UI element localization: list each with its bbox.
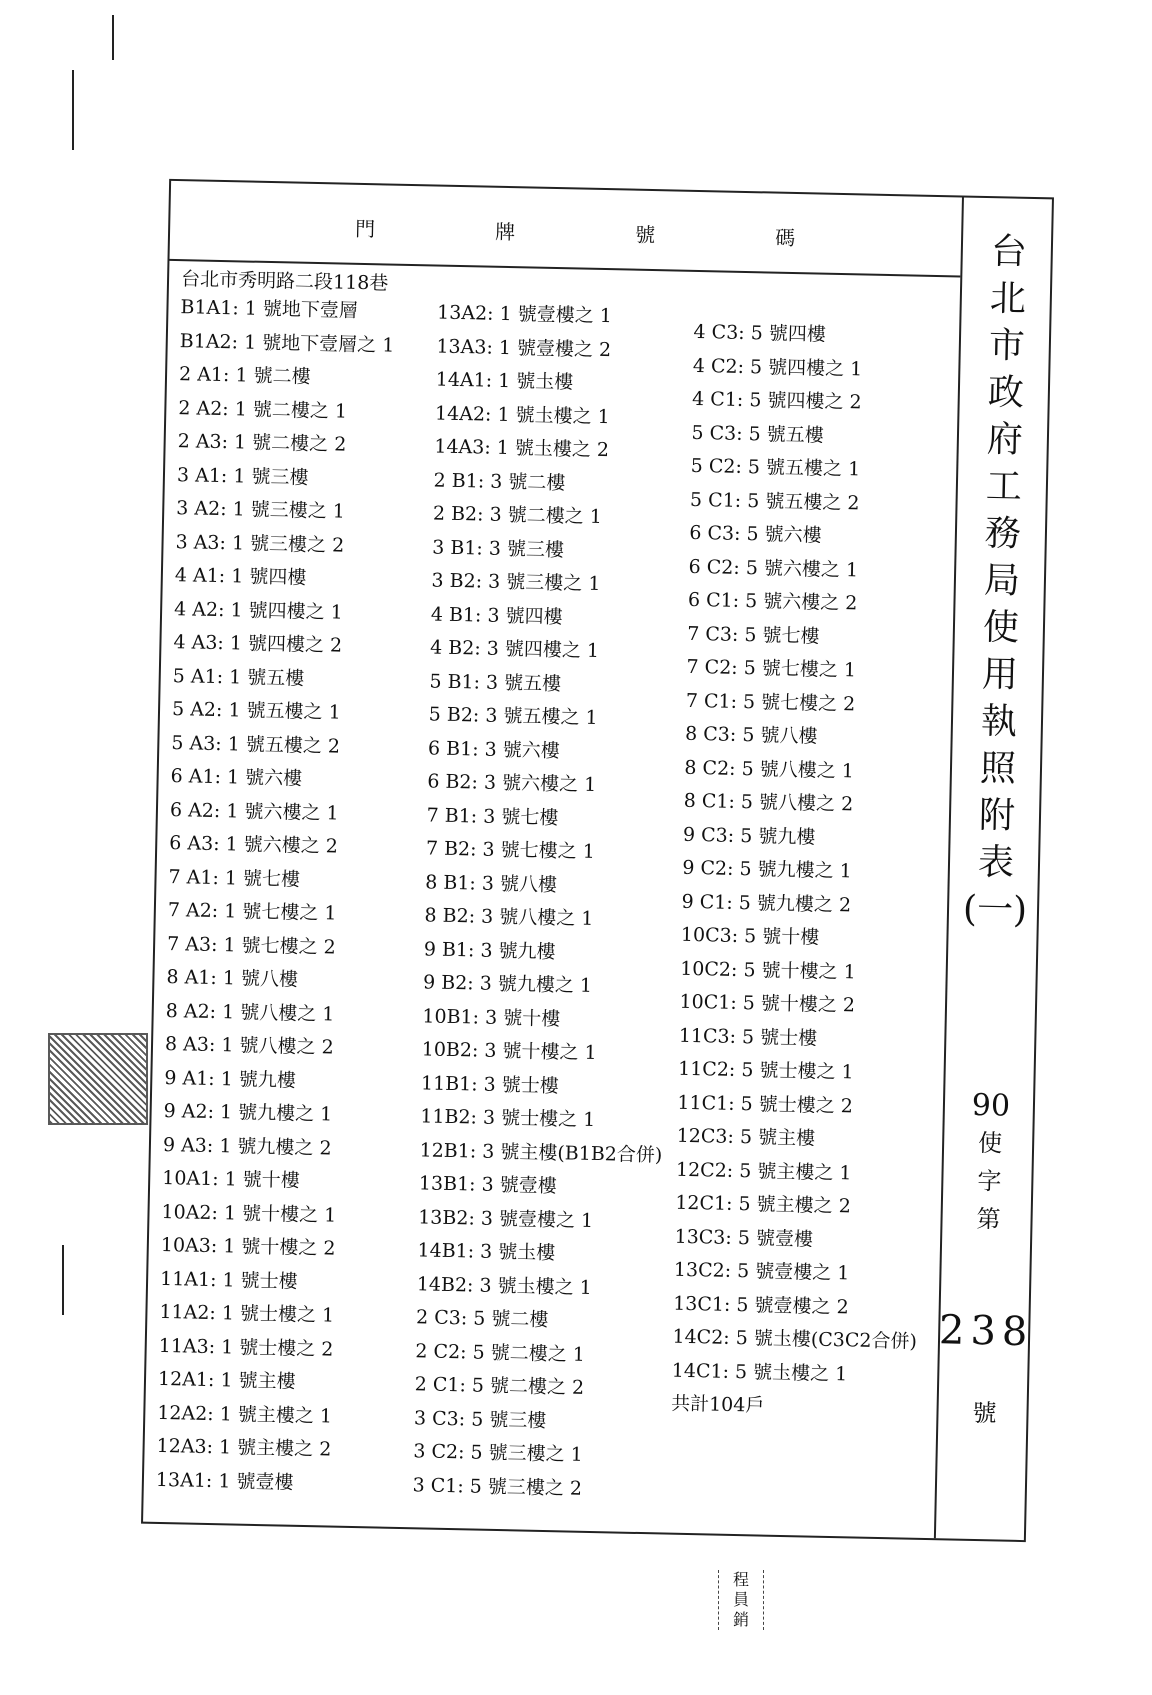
address-entry: 13C3: 5 號壹樓 bbox=[674, 1225, 814, 1251]
address-entry: 6 A2: 1 號六樓之 1 bbox=[169, 798, 339, 825]
seal-char: 銷 bbox=[732, 1610, 749, 1629]
title-char: 局 bbox=[983, 560, 1021, 602]
seal-char: 員 bbox=[732, 1590, 749, 1609]
address-entry: 8 C3: 5 號八樓 bbox=[684, 722, 818, 748]
address-entry: 12C2: 5 號主樓之 1 bbox=[675, 1158, 852, 1184]
address-entry: 6 B2: 3 號六樓之 1 bbox=[427, 770, 597, 796]
address-entry: 9 A2: 1 號九樓之 1 bbox=[163, 1099, 333, 1126]
address-entry: 6 C3: 5 號六樓 bbox=[689, 521, 822, 547]
permit-year: 90 bbox=[971, 1087, 1011, 1124]
address-entry: 2 A2: 1 號二樓之 1 bbox=[178, 396, 348, 423]
address-entry: 4 A2: 1 號四樓之 1 bbox=[173, 597, 344, 624]
address-entry: 9 B1: 3 號九樓 bbox=[423, 937, 556, 963]
address-entry: 3 B2: 3 號三樓之 1 bbox=[431, 569, 601, 595]
address-entry: 4 C2: 5 號四樓之 1 bbox=[692, 354, 863, 380]
address-entry: 7 A1: 1 號七樓 bbox=[168, 865, 301, 891]
title-char: 附 bbox=[978, 794, 1016, 837]
address-entry: 5 A1: 1 號五樓 bbox=[172, 664, 305, 690]
permit-suffix: 號 bbox=[972, 1398, 997, 1428]
address-entry: 2 C3: 5 號二樓 bbox=[415, 1306, 549, 1332]
header-label: 號 bbox=[634, 222, 658, 248]
address-entry: 13A1: 1 號壹樓 bbox=[155, 1468, 294, 1494]
address-entry: 7 B2: 3 號七樓之 1 bbox=[425, 837, 596, 863]
address-column-2 bbox=[412, 273, 695, 1525]
address-entry: 2 A3: 1 號二樓之 2 bbox=[177, 430, 347, 456]
address-entry: 10B1: 3 號十樓 bbox=[422, 1004, 561, 1030]
address-columns bbox=[155, 267, 952, 1530]
permit-char: 第 bbox=[976, 1205, 1001, 1234]
address-entry: 4 C1: 5 號四樓之 2 bbox=[691, 387, 862, 414]
address-entry: 3 C2: 5 號三樓之 1 bbox=[413, 1440, 583, 1466]
address-entry: 9 C3: 5 號九樓 bbox=[682, 823, 816, 849]
address-column-1 bbox=[155, 267, 438, 1519]
address-entry: 13B2: 3 號壹樓之 1 bbox=[418, 1205, 594, 1232]
address-entry: 7 B1: 3 號七樓 bbox=[426, 803, 559, 829]
address-list-3 bbox=[671, 316, 950, 1393]
address-entry: 6 C1: 5 號六樓之 2 bbox=[687, 588, 858, 615]
address-entry: 6 A3: 1 號六樓之 2 bbox=[169, 832, 339, 858]
margin-tick bbox=[62, 1245, 64, 1315]
address-entry: 14B1: 3 號圡樓 bbox=[417, 1239, 556, 1265]
address-entry: 4 A3: 1 號四樓之 2 bbox=[173, 631, 343, 657]
header-label: 碼 bbox=[774, 225, 798, 251]
official-seal bbox=[718, 1570, 764, 1630]
address-list-2 bbox=[412, 297, 694, 1508]
table-header bbox=[169, 181, 962, 278]
address-entry: 11C1: 5 號士樓之 2 bbox=[677, 1091, 854, 1117]
header-label: 門 bbox=[354, 216, 378, 242]
header-label: 牌 bbox=[494, 219, 518, 245]
address-entry: 10A3: 1 號十樓之 2 bbox=[160, 1233, 336, 1260]
address-entry: 13A2: 1 號壹樓之 1 bbox=[436, 301, 613, 328]
title-char: 照 bbox=[979, 747, 1017, 790]
address-entry: 5 A2: 1 號五樓之 1 bbox=[171, 698, 341, 724]
permit-number bbox=[938, 1087, 1037, 1433]
address-entry: 8 C1: 5 號八樓之 2 bbox=[683, 789, 854, 816]
address-entry: 11B1: 3 號士樓 bbox=[420, 1071, 560, 1097]
address-entry: 12A3: 1 號主樓之 2 bbox=[156, 1434, 332, 1461]
address-entry: 12A2: 1 號主樓之 1 bbox=[157, 1401, 333, 1428]
address-entry: 8 A2: 1 號八樓之 1 bbox=[165, 999, 335, 1026]
address-entry: 4 B2: 3 號四樓之 1 bbox=[429, 636, 600, 662]
total-count: 共計104戶 bbox=[670, 1392, 765, 1417]
address-entry: 13A3: 1 號壹樓之 2 bbox=[436, 335, 612, 361]
address-entry: 3 C1: 5 號三樓之 2 bbox=[412, 1473, 583, 1500]
address-entry: 10A1: 1 號十樓 bbox=[162, 1166, 301, 1192]
vertical-title bbox=[945, 228, 1055, 1110]
address-entry: 4 B1: 3 號四樓 bbox=[430, 602, 563, 628]
address-entry: 8 A3: 1 號八樓之 2 bbox=[164, 1032, 334, 1059]
address-entry: 3 A3: 1 號三樓之 2 bbox=[175, 530, 345, 557]
address-entry: 11C2: 5 號士樓之 1 bbox=[677, 1057, 854, 1084]
address-entry: 12C3: 5 號主樓 bbox=[676, 1124, 816, 1150]
title-char: 表 bbox=[977, 841, 1015, 884]
address-column-3 bbox=[669, 278, 952, 1530]
address-entry: 7 A3: 1 號七樓之 2 bbox=[166, 932, 337, 959]
address-entry: 7 C1: 5 號七樓之 2 bbox=[685, 689, 856, 715]
address-entry: 5 B1: 3 號五樓 bbox=[429, 669, 562, 695]
address-entry: 14C1: 5 號圡樓之 1 bbox=[671, 1359, 848, 1385]
address-entry: 5 C1: 5 號五樓之 2 bbox=[689, 488, 860, 514]
address-entry: 13C1: 5 號壹樓之 2 bbox=[672, 1292, 849, 1318]
address-entry: 11A1: 1 號士樓 bbox=[159, 1267, 298, 1293]
address-entry: B1A2: 1 號地下壹層之 1 bbox=[179, 329, 395, 357]
address-entry: 11C3: 5 號士樓 bbox=[678, 1024, 818, 1050]
address-entry: 9 C1: 5 號九樓之 2 bbox=[681, 890, 852, 916]
address-entry: 8 B2: 3 號八樓之 1 bbox=[424, 904, 594, 930]
address-entry: 4 A1: 1 號四樓 bbox=[174, 564, 307, 589]
title-char: 工 bbox=[985, 466, 1023, 508]
address-table bbox=[143, 181, 964, 1538]
address-entry: 14A1: 1 號圡樓 bbox=[435, 368, 574, 394]
address-entry: 2 A1: 1 號二樓 bbox=[178, 363, 311, 388]
address-entry: 10C2: 5 號十樓之 1 bbox=[679, 957, 856, 983]
address-entry: 11B2: 3 號士樓之 1 bbox=[420, 1105, 596, 1132]
address-entry: 12B1: 3 號主樓(B1B2合併) bbox=[419, 1138, 663, 1166]
permit-sheet bbox=[141, 179, 1054, 1542]
title-char: 執 bbox=[980, 701, 1018, 743]
address-entry: 6 A1: 1 號六樓 bbox=[170, 765, 303, 790]
address-entry: 9 C2: 5 號九樓之 1 bbox=[682, 856, 852, 883]
title-char: 使 bbox=[982, 607, 1020, 649]
address-entry: 5 C2: 5 號五樓之 1 bbox=[690, 454, 861, 481]
address-entry: 13C2: 5 號壹樓之 1 bbox=[673, 1258, 850, 1285]
address-entry: 4 C3: 5 號四樓 bbox=[693, 320, 827, 346]
address-entry: 9 A3: 1 號九樓之 2 bbox=[162, 1133, 332, 1159]
street-address: 台北市秀明路二段118巷 bbox=[180, 268, 389, 295]
address-entry: 2 B1: 3 號二樓 bbox=[433, 468, 566, 494]
address-entry: 3 B1: 3 號三樓 bbox=[432, 535, 565, 561]
address-entry: 10B2: 3 號十樓之 1 bbox=[421, 1038, 597, 1065]
address-entry: 2 B2: 3 號二樓之 1 bbox=[432, 502, 603, 529]
address-entry: 10C1: 5 號十樓之 2 bbox=[679, 990, 856, 1017]
address-entry: 14A3: 1 號圡樓之 2 bbox=[434, 435, 610, 462]
address-entry: 2 C1: 5 號二樓之 2 bbox=[414, 1373, 585, 1399]
address-list-1 bbox=[156, 291, 438, 1502]
title-char: 台 bbox=[990, 231, 1028, 273]
title-char: 政 bbox=[987, 372, 1025, 414]
address-entry: 9 A1: 1 號九樓 bbox=[164, 1066, 297, 1092]
address-entry: 3 A1: 1 號三樓 bbox=[176, 463, 309, 489]
address-entry: 6 B1: 3 號六樓 bbox=[427, 736, 561, 762]
address-entry: 6 C2: 5 號六樓之 1 bbox=[688, 555, 859, 581]
address-entry: 5 B2: 3 號五樓之 1 bbox=[428, 703, 598, 729]
address-entry: B1A1: 1 號地下壹層 bbox=[180, 296, 359, 322]
permit-serial: 238 bbox=[938, 1307, 1034, 1356]
title-char: 用 bbox=[981, 654, 1019, 696]
address-entry: 11A3: 1 號士樓之 2 bbox=[158, 1334, 334, 1361]
title-char: 務 bbox=[984, 513, 1022, 555]
address-entry: 8 B1: 3 號八樓 bbox=[425, 870, 558, 896]
address-entry: 5 A3: 1 號五樓之 2 bbox=[171, 731, 341, 758]
title-char: 北 bbox=[989, 278, 1027, 320]
address-entry: 10A2: 1 號十樓之 1 bbox=[161, 1200, 337, 1227]
address-entry: 8 C2: 5 號八樓之 1 bbox=[684, 756, 855, 782]
title-char: 市 bbox=[988, 325, 1026, 367]
address-entry: 13B1: 3 號壹樓 bbox=[418, 1172, 557, 1198]
address-entry: 10C3: 5 號十樓 bbox=[680, 923, 820, 949]
address-entry: 14C2: 5 號圡樓(C3C2合併) bbox=[672, 1325, 918, 1353]
address-entry: 7 C2: 5 號七樓之 1 bbox=[686, 655, 857, 682]
address-entry: 7 A2: 1 號七樓之 1 bbox=[167, 899, 337, 925]
address-entry: 8 A1: 1 號八樓 bbox=[166, 966, 299, 991]
title-char: (一) bbox=[962, 888, 1028, 932]
address-entry: 3 A2: 1 號三樓之 1 bbox=[176, 497, 346, 523]
margin-tick bbox=[72, 70, 74, 150]
address-entry: 12C1: 5 號主樓之 2 bbox=[675, 1191, 852, 1218]
address-entry: 9 B2: 3 號九樓之 1 bbox=[422, 971, 593, 997]
address-entry: 2 C2: 5 號二樓之 1 bbox=[415, 1339, 586, 1366]
address-entry: 12A1: 1 號主樓 bbox=[157, 1367, 296, 1393]
address-entry: 7 C3: 5 號七樓 bbox=[687, 622, 820, 648]
address-entry: 3 C3: 5 號三樓 bbox=[413, 1406, 547, 1432]
title-char: 府 bbox=[986, 419, 1024, 461]
permit-char: 使 bbox=[977, 1129, 1003, 1158]
address-entry: 14B2: 3 號圡樓之 1 bbox=[416, 1272, 592, 1299]
address-entry: 14A2: 1 號圡樓之 1 bbox=[434, 402, 610, 428]
address-entry: 5 C3: 5 號五樓 bbox=[691, 421, 824, 447]
address-entry: 11A2: 1 號士樓之 1 bbox=[159, 1300, 335, 1327]
scan-stamp-mark bbox=[48, 1033, 148, 1125]
seal-char: 程 bbox=[732, 1570, 749, 1589]
margin-tick bbox=[112, 15, 114, 60]
permit-char: 字 bbox=[977, 1167, 1002, 1196]
